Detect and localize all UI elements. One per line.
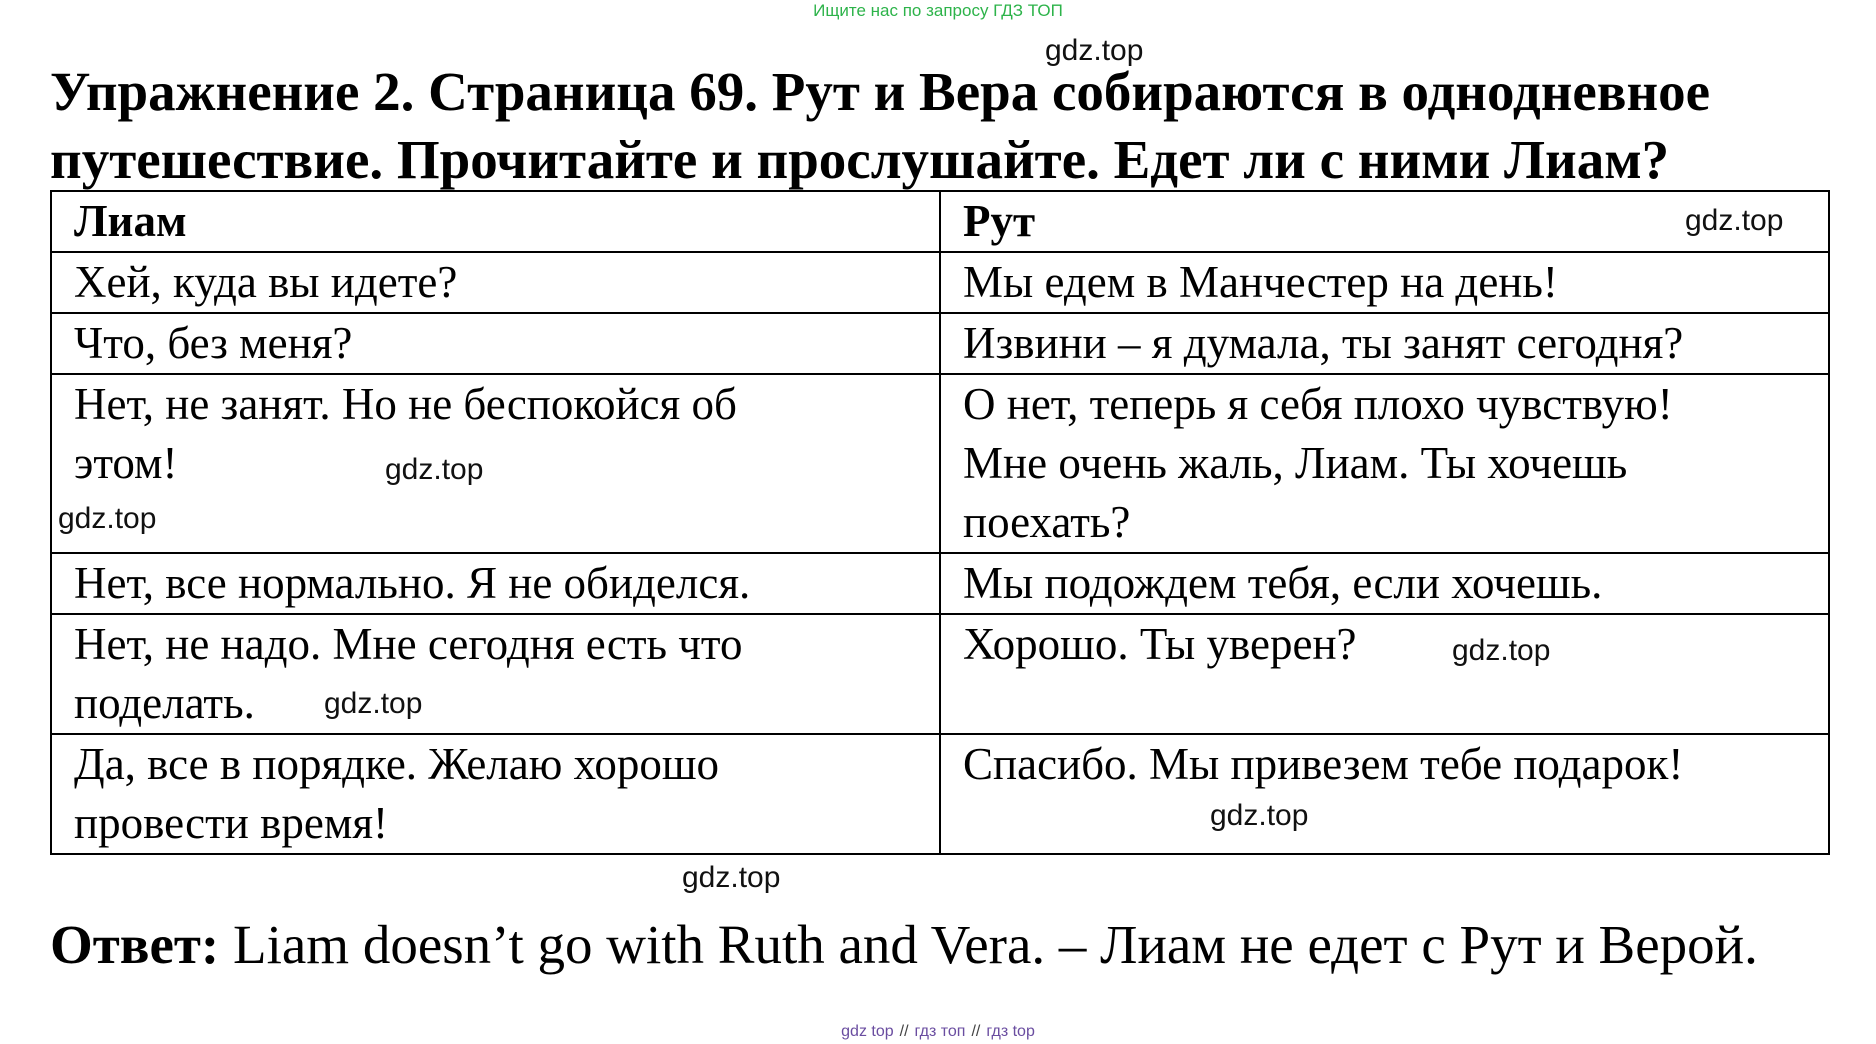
footer-links (0, 1022, 1876, 1042)
ruth-line: Мы едем в Манчестер на день! (940, 252, 1829, 313)
ruth-line: Извини – я думала, ты занят сегодня? (940, 313, 1829, 374)
header-ruth: Рут (940, 191, 1829, 252)
search-banner: Ищите нас по запросу ГДЗ ТОП (813, 1, 1063, 20)
exercise-title: Упражнение 2. Страница 69. Рут и Вера собираются в однодневное путешествие. Прочитайте и прослушайте. Едет ли с ними Лиам? (50, 61, 1711, 190)
footer-link[interactable]: гдз топ (914, 1023, 966, 1040)
footer-separator: // (899, 1023, 909, 1040)
watermark: gdz.top (1685, 204, 1784, 237)
answer-label: Ответ: (50, 914, 220, 975)
liam-line: Что, без меня? (51, 313, 940, 374)
dialogue-table (50, 190, 1830, 855)
footer-link[interactable]: gdz top (841, 1023, 894, 1040)
table-header-row (51, 191, 1829, 252)
ruth-line: Спасибо. Мы привезем тебе подарок! (940, 734, 1829, 854)
footer-link[interactable]: гдз top (986, 1023, 1035, 1040)
watermark: gdz.top (58, 502, 157, 535)
answer-text: Liam doesn’t go with Ruth and Vera. – Лиам не едет с Рут и Верой. (219, 914, 1758, 975)
table-row (51, 252, 1829, 313)
watermark: gdz.top (324, 687, 423, 720)
liam-line: Хей, куда вы идете? (51, 252, 940, 313)
ruth-line: О нет, теперь я себя плохо чувствую! Мне очень жаль, Лиам. Ты хочешь поехать? (940, 374, 1829, 553)
ruth-line: Хорошо. Ты уверен? (940, 614, 1829, 734)
liam-line: Да, все в порядке. Желаю хорошо провести время! (51, 734, 940, 854)
header-liam: Лиам (51, 191, 940, 252)
table-row (51, 374, 1829, 553)
table-row (51, 313, 1829, 374)
ruth-line: Мы подождем тебя, если хочешь. (940, 553, 1829, 614)
watermark: gdz.top (1452, 634, 1551, 667)
watermark: gdz.top (1210, 799, 1309, 832)
watermark: gdz.top (682, 861, 781, 894)
liam-line: Нет, не занят. Но не беспокойся об этом! (51, 374, 940, 553)
table-row (51, 734, 1829, 854)
answer-line (50, 910, 1840, 980)
liam-line: Нет, не надо. Мне сегодня есть что поделать. (51, 614, 940, 734)
table-row (51, 614, 1829, 734)
watermark: gdz.top (385, 453, 484, 486)
liam-line: Нет, все нормально. Я не обиделся. (51, 553, 940, 614)
footer-separator: // (971, 1023, 981, 1040)
watermark: gdz.top (1045, 34, 1144, 67)
table-row (51, 553, 1829, 614)
